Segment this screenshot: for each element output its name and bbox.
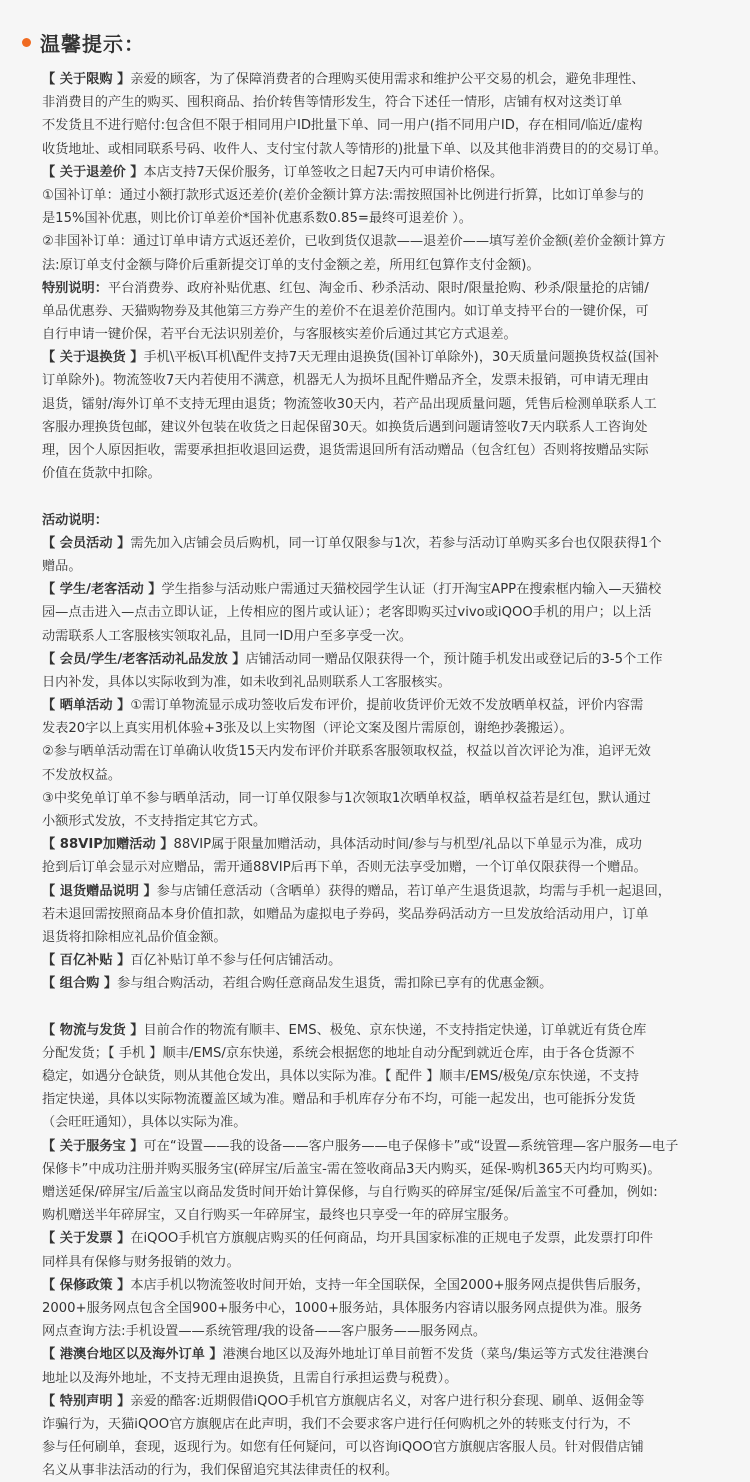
- clause-tag: 特别说明：: [42, 280, 108, 296]
- notice-line: [42, 555, 714, 578]
- notice-line: [42, 369, 714, 392]
- clause-text: 平台消费券、政府补贴优惠、红包、淘金币、秒杀活动、限时/限量抢购、秒杀/限量抢的店铺/: [107, 280, 649, 296]
- notice-line: [42, 439, 714, 462]
- notice-line: [42, 648, 714, 671]
- clause-tag: 【 特别声明 】: [42, 1393, 131, 1409]
- clause-text: 价值在货款中扣除。: [42, 466, 161, 482]
- clause-text: 地址以及海外地址，不支持无理由退换货，且需自行承担运费与税费）。: [42, 1370, 458, 1386]
- clause-tag: 【 关于限购 】: [42, 72, 131, 87]
- clause-text: 不发放权益。: [42, 767, 122, 783]
- clause-text: 学生指参与活动账户需通过天猫校园学生认证（打开淘宝APP在搜索框内输入—天猫校: [161, 582, 662, 598]
- clause-tag: 【 保修政策 】: [42, 1277, 131, 1293]
- clause-text: 购机赠送半年碎屏宝，又自行购买一年碎屏宝，最终也只享受一年的碎屏宝服务。: [42, 1208, 517, 1224]
- notice-line: [42, 694, 714, 717]
- clause-text: 在iQOO手机官方旗舰店购买的任何商品，均开具国家标准的正规电子发票，此发票打印件: [130, 1231, 654, 1247]
- clause-text: 亲爱的酷客:近期假借iQOO手机官方旗舰店名义，对客户进行积分套现、刷单、返佣金等: [130, 1393, 645, 1409]
- notice-line: [42, 1367, 714, 1390]
- notice-line: [42, 1111, 714, 1134]
- notice-line: [42, 1204, 714, 1227]
- notice-line: [42, 207, 714, 230]
- clause-text: ②参与晒单活动需在订单确认收货15天内发布评价并联系客服领取权益，权益以首次评论为准，追评无效: [42, 744, 651, 760]
- notice-line: [42, 810, 714, 833]
- notice-line: [42, 717, 714, 740]
- clause-tag: 【 关于退换货 】: [42, 350, 144, 366]
- section-heading: 活动说明：: [42, 512, 108, 528]
- section-gap: [42, 485, 714, 508]
- clause-text: 理，因个人原因拒收，需要承担拒收退回运费，退货需退回所有活动赠品（包含红包）否则将按赠品实际: [42, 443, 649, 458]
- clause-text: 本店手机以物流签收时间开始，支持一年全国联保，全国2000+服务网点提供售后服务，: [130, 1277, 650, 1293]
- clause-text: 88VIP属于限量加赠活动，具体活动时间/参与与机型/礼品以下单显示为准，成功: [173, 837, 642, 853]
- notice-line: [42, 601, 714, 624]
- clause-text: 参与任何刷单，套现，返现行为。如您有任何疑问，可以咨询iQOO官方旗舰店客服人员。针对假借店铺: [42, 1440, 644, 1456]
- clause-text: 若未退回需按照商品本身价值扣款，如赠品为虚拟电子券码，奖品券码活动方一旦发放给活动用户，订单: [42, 906, 649, 922]
- clause-text: 非消费目的产生的购买、囤积商品、抬价转售等情形发生，符合下述任一情形，店铺有权对这类订单: [42, 95, 623, 111]
- clause-text: 同样具有保修与财务报销的效力。: [42, 1254, 240, 1270]
- notice-body: [42, 68, 714, 1482]
- notice-line: [42, 346, 714, 369]
- notice-header: [22, 28, 145, 56]
- clause-text: 亲爱的顾客，为了保障消费者的合理购买使用需求和维护公平交易的机会，避免非理性、: [130, 72, 645, 87]
- notice-line: [42, 1088, 714, 1111]
- notice-line: [42, 1042, 714, 1065]
- notice-line: [42, 880, 714, 903]
- notice-line: [42, 91, 714, 114]
- clause-text: 客服办理换货包邮，建议外包装在收货之日起保留30天。如换货后遇到问题请签收7天内联系人工咨询处: [42, 419, 648, 435]
- clause-text: 网点查询方法:手机设置——系统管理/我的设备——客户服务——服务网点。: [42, 1324, 487, 1340]
- notice-line: [42, 1320, 714, 1343]
- notice-line: [42, 393, 714, 416]
- notice-line: [42, 161, 714, 184]
- notice-line: [42, 254, 714, 277]
- notice-line: [42, 300, 714, 323]
- notice-line: [42, 1065, 714, 1088]
- clause-text: ①需订单物流显示成功签收后发布评价，提前收货评价无效不发放晒单权益，评价内容需: [130, 698, 644, 714]
- notice-line: [42, 1436, 714, 1459]
- notice-line: [42, 856, 714, 879]
- notice-line: [42, 230, 714, 253]
- notice-line: [42, 578, 714, 601]
- clause-text: 指定快递，具体以实际物流覆盖区域为准。赠品和手机库存分布不均，可能一起发出，也可能拆分发货: [42, 1092, 636, 1108]
- notice-line: [42, 323, 714, 346]
- clause-text: ③中奖免单订单不参与晒单活动，同一订单仅限参与1次领取1次晒单权益，晒单权益若是红包，默认通过: [42, 790, 651, 806]
- clause-text: 店铺活动同一赠品仅限获得一个，预计随手机发出或登记后的3-5个工作: [245, 651, 663, 667]
- clause-tag: 【 港澳台地区以及海外订单 】: [42, 1347, 223, 1363]
- clause-text: 小额形式发放，不支持指定其它方式。: [42, 814, 267, 829]
- clause-text: 抢到后订单会显示对应赠品，需开通88VIP后再下单，否则无法享受加赠，一个订单仅限获得一个赠品。: [42, 860, 647, 876]
- notice-line: [42, 833, 714, 856]
- notice-line: [42, 1251, 714, 1274]
- clause-text: 动需联系人工客服核实领取礼品，且同一ID用户至多享受一次。: [42, 628, 413, 644]
- clause-tag: 【 物流与发货 】: [42, 1022, 144, 1038]
- notice-line: [42, 68, 714, 91]
- clause-text: ①国补订单：通过小额打款形式返还差价(差价金额计算方法:需按照国补比例进行折算，比如订单参与的: [42, 187, 644, 203]
- notice-line: [42, 1181, 714, 1204]
- notice-line: [42, 625, 714, 648]
- section-gap: [42, 996, 714, 1019]
- clause-text: 参与店铺任意活动（含晒单）获得的赠品，若订单产生退货退款，均需与手机一起退回，: [156, 883, 671, 899]
- clause-text: 退货，镭射/海外订单不支持无理由退货；物流签收30天内，若产品出现质量问题，凭售后检测单联系人工: [42, 396, 657, 412]
- clause-tag: 【 关于服务宝 】: [42, 1138, 144, 1154]
- notice-line: [42, 1297, 714, 1320]
- notice-line: [42, 1413, 714, 1436]
- notice-section-s3: [42, 1019, 714, 1482]
- clause-text: 不发货且不进行赔付:包含但不限于相同用户ID批量下单、同一用户(指不同用户ID，存在相同/临近/虚构: [42, 118, 643, 134]
- clause-tag: 【 组合购 】: [42, 976, 118, 992]
- notice-line: [42, 114, 714, 137]
- clause-text: 港澳台地区以及海外地址订单目前暂不发货（菜鸟/集运等方式发往港澳台: [222, 1347, 650, 1363]
- clause-text: ②非国补订单：通过订单申请方式返还差价，已收到货仅退款——退差价——填写差价金额(差价金额计算方: [42, 234, 666, 250]
- clause-text: 发表20字以上真实用机体验+3张及以上实物图（评论文案及图片需原创，谢绝抄袭搬运）。: [42, 721, 573, 737]
- clause-text: 赠品。: [42, 558, 82, 574]
- notice-line: [42, 1459, 714, 1482]
- clause-text: 百亿补贴订单不参与任何店铺活动。: [130, 953, 342, 969]
- clause-text: 园—点击进入—点击立即认证，上传相应的图片或认证）；老客即购买过vivo或iQOO手机的用户；以上活: [42, 605, 652, 621]
- notice-line: [42, 1019, 714, 1042]
- clause-text: 法:原订单支付金额与降价后重新提交订单的支付金额之差，所用红包算作支付金额)。: [42, 257, 540, 273]
- clause-tag: 【 会员/学生/老客活动礼品发放 】: [42, 651, 246, 667]
- notice-line: [42, 671, 714, 694]
- clause-text: 单品优惠券、天猫购物券及其他第三方券产生的差价不在退差价范围内。如订单支持平台的一键价保，可: [42, 303, 649, 319]
- clause-text: 自行申请一键价保，若平台无法识别差价，与客服核实差价后通过其它方式退差。: [42, 327, 517, 343]
- clause-text: 订单除外)。物流签收7天内若使用不满意，机器无人为损坏且配件赠品齐全，发票未报销，可申请无理由: [42, 373, 649, 389]
- notice-line: [42, 138, 714, 161]
- clause-tag: 【 退货赠品说明 】: [42, 883, 157, 899]
- clause-text: 2000+服务网点包含全国900+服务中心，1000+服务站，具体服务内容请以服务网点提供为准。服务: [42, 1300, 643, 1316]
- notice-line: [42, 1227, 714, 1250]
- clause-text: 名义从事非法活动的行为，我们保留追究其法律责任的权利。: [42, 1463, 399, 1479]
- clause-tag: 【 关于退差价 】: [42, 164, 144, 180]
- clause-text: 是15%国补优惠，则比价订单差价*国补优惠系数0.85=最终可退差价 ）。: [42, 211, 472, 227]
- notice-line: [42, 532, 714, 555]
- notice-line: [42, 184, 714, 207]
- notice-section-s2: [42, 509, 714, 996]
- notice-line: [42, 1135, 714, 1158]
- bullet-dot-icon: [22, 38, 31, 47]
- clause-text: （会旺旺通知），具体以实际为准。: [42, 1115, 247, 1131]
- clause-text: 本店支持7天保价服务，订单签收之日起7天内可申请价格保。: [143, 164, 504, 180]
- notice-section-s1: [42, 68, 714, 485]
- clause-text: 需先加入店铺会员后购机，同一订单仅限参与1次，若参与活动订单购买多台也仅限获得1个: [130, 535, 662, 551]
- page-title: 温馨提示：: [40, 31, 145, 56]
- clause-text: 日内补发，具体以实际收到为准，如未收到礼品则联系人工客服核实。: [42, 674, 451, 690]
- notice-line: [42, 740, 714, 763]
- clause-tag: 【 百亿补贴 】: [42, 953, 131, 969]
- notice-line: [42, 1158, 714, 1181]
- clause-text: 收货地址、或相同联系号码、收件人、支付宝付款人等情形的)批量下单、以及其他非消费目的的交易订单。: [42, 141, 667, 157]
- notice-line: [42, 1343, 714, 1366]
- notice-line: [42, 416, 714, 439]
- notice-line: [42, 926, 714, 949]
- notice-line: [42, 277, 714, 300]
- clause-text: 诈骗行为，天猫iQOO官方旗舰店在此声明，我们不会要求客户进行任何购机之外的转账支付行为，不: [42, 1416, 631, 1432]
- notice-line: [42, 949, 714, 972]
- clause-tag: 【 会员活动 】: [42, 535, 131, 551]
- notice-line: [42, 462, 714, 485]
- clause-text: 分配发货；【 手机 】顺丰/EMS/京东快递，系统会根据您的地址自动分配到就近仓库，由于各仓货源不: [42, 1045, 635, 1061]
- clause-tag: 【 关于发票 】: [42, 1231, 131, 1247]
- clause-text: 稳定，如遇分仓缺货，则从其他仓发出，具体以实际为准。【 配件 】顺丰/EMS/极兔/京东快递，不支持: [42, 1069, 640, 1085]
- clause-tag: 【 88VIP加赠活动 】: [42, 837, 174, 853]
- notice-line: [42, 903, 714, 926]
- clause-text: 目前合作的物流有顺丰、EMS、极兔、京东快递，不支持指定快递，订单就近有货仓库: [143, 1022, 647, 1038]
- clause-text: 保修卡”中成功注册并购买服务宝(碎屏宝/后盖宝-需在签收商品3天内购买，延保-购机365天内均可购买)。: [42, 1161, 661, 1177]
- clause-text: 赠送延保/碎屏宝/后盖宝以商品发货时间开始计算保修，与自行购买的碎屏宝/延保/后盖宝不可叠加，例如:: [42, 1185, 658, 1200]
- clause-text: 参与组合购活动，若组合购任意商品发生退货，需扣除已享有的优惠金额。: [117, 976, 553, 992]
- notice-line: [42, 787, 714, 810]
- clause-tag: 【 学生/老客活动 】: [42, 582, 162, 598]
- clause-tag: 【 晒单活动 】: [42, 698, 131, 714]
- clause-text: 退货将扣除相应礼品价值金额。: [42, 929, 227, 945]
- clause-text: 可在“设置——我的设备——客户服务——电子保修卡”或“设置—系统管理—客户服务—电子: [143, 1138, 679, 1154]
- clause-text: 手机\平板\耳机\配件支持7天无理由退换货(国补订单除外)，30天质量问题换货权益(国补: [143, 350, 659, 366]
- notice-line: [42, 1390, 714, 1413]
- notice-line: [42, 764, 714, 787]
- notice-line: [42, 972, 714, 995]
- notice-line: [42, 1274, 714, 1297]
